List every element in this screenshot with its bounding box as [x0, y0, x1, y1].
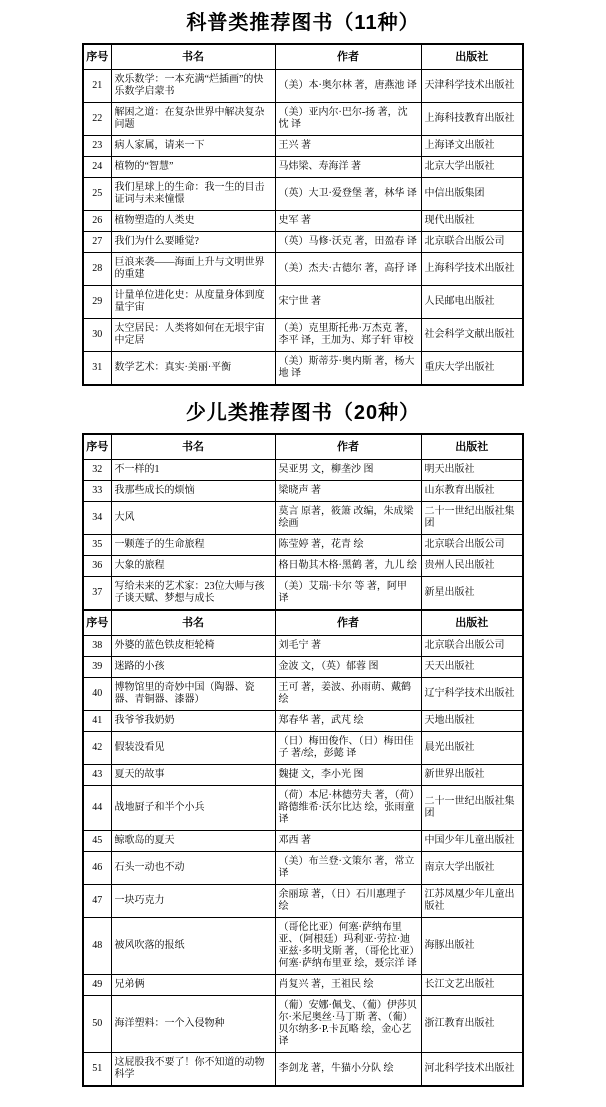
book-no-cell: 51: [83, 1053, 111, 1087]
book-publisher-cell: 上海科技教育出版社: [421, 103, 523, 136]
book-no-cell: 38: [83, 636, 111, 657]
book-publisher-cell: 新世界出版社: [421, 765, 523, 786]
book-no-cell: 47: [83, 885, 111, 918]
book-author-cell: （美）艾瑞·卡尔 等 著，阿甲 译: [275, 577, 421, 611]
book-row: [83, 232, 523, 253]
book-title-cell: 这屁股我不要了！你不知道的动物科学: [111, 1053, 275, 1087]
book-row: [83, 556, 523, 577]
book-author-cell: （英）马修·沃克 著，田盈春 译: [275, 232, 421, 253]
book-no-cell: 32: [83, 460, 111, 481]
book-no-cell: 36: [83, 556, 111, 577]
book-row: [83, 178, 523, 211]
book-title-cell: 兄弟俩: [111, 975, 275, 996]
book-row: [83, 918, 523, 975]
book-publisher-cell: 二十一世纪出版社集团: [421, 502, 523, 535]
book-row: [83, 786, 523, 831]
book-author-cell: （日）梅田俊作、（日）梅田佳子 著/绘，彭懿 译: [275, 732, 421, 765]
book-author-cell: （美）本·奥尔林 著，唐燕池 译: [275, 70, 421, 103]
book-row: [83, 678, 523, 711]
book-title-cell: 迷路的小孩: [111, 657, 275, 678]
column-header-author: 作者: [275, 434, 421, 460]
book-author-cell: 吴亚男 文，柳垄沙 图: [275, 460, 421, 481]
book-author-cell: 陈莹婷 著，花青 绘: [275, 535, 421, 556]
book-no-cell: 39: [83, 657, 111, 678]
book-author-cell: （美）亚内尔·巴尔-扬 著，沈忱 译: [275, 103, 421, 136]
book-no-cell: 48: [83, 918, 111, 975]
book-publisher-cell: 辽宁科学技术出版社: [421, 678, 523, 711]
book-row: [83, 732, 523, 765]
book-row: [83, 1053, 523, 1087]
book-author-cell: （美）克里斯托弗·万杰克 著，李平 译，王加为、郑子轩 审校: [275, 319, 421, 352]
column-header-publisher: 出版社: [421, 44, 523, 70]
book-title-cell: 大象的旅程: [111, 556, 275, 577]
science-books-title: 科普类推荐图书（11种）: [186, 12, 420, 34]
book-title-cell: 巨浪来袭——海面上升与文明世界的重建: [111, 253, 275, 286]
book-no-cell: 28: [83, 253, 111, 286]
book-publisher-cell: 浙江教育出版社: [421, 996, 523, 1053]
book-title-cell: 数学艺术：真实·美丽·平衡: [111, 352, 275, 386]
book-row: [83, 885, 523, 918]
book-publisher-cell: 长江文艺出版社: [421, 975, 523, 996]
book-author-cell: 格日勒其木格·黑鹤 著，九儿 绘: [275, 556, 421, 577]
book-title-cell: 我爷爷我奶奶: [111, 711, 275, 732]
book-title-cell: 我们星球上的生命：我一生的目击证词与未来憧憬: [111, 178, 275, 211]
children-books-section: [0, 386, 606, 1087]
column-header-title: 书名: [111, 44, 275, 70]
book-title-cell: 写给未来的艺术家：23位大师与孩子谈天赋、梦想与成长: [111, 577, 275, 611]
book-no-cell: 42: [83, 732, 111, 765]
book-publisher-cell: 南京大学出版社: [421, 852, 523, 885]
science-books-section: [0, 0, 606, 386]
book-no-cell: 25: [83, 178, 111, 211]
book-title-cell: 战地厨子和半个小兵: [111, 786, 275, 831]
book-row: [83, 136, 523, 157]
book-no-cell: 29: [83, 286, 111, 319]
book-no-cell: 44: [83, 786, 111, 831]
book-no-cell: 43: [83, 765, 111, 786]
book-row: [83, 352, 523, 386]
book-no-cell: 35: [83, 535, 111, 556]
book-publisher-cell: 江苏凤凰少年儿童出版社: [421, 885, 523, 918]
book-publisher-cell: 贵州人民出版社: [421, 556, 523, 577]
column-header-author: 作者: [275, 44, 421, 70]
book-row: [83, 211, 523, 232]
book-author-cell: 魏捷 文，李小光 图: [275, 765, 421, 786]
book-author-cell: 马炜梁、寿海洋 著: [275, 157, 421, 178]
book-no-cell: 46: [83, 852, 111, 885]
book-author-cell: 梁晓声 著: [275, 481, 421, 502]
children-books-table: [82, 433, 524, 1087]
column-header-title: 书名: [111, 434, 275, 460]
book-no-cell: 41: [83, 711, 111, 732]
book-author-cell: 莫言 原著，筱箫 改编，朱成梁 绘画: [275, 502, 421, 535]
book-title-cell: 假装没看见: [111, 732, 275, 765]
book-row: [83, 502, 523, 535]
book-publisher-cell: 社会科学文献出版社: [421, 319, 523, 352]
book-publisher-cell: 上海译文出版社: [421, 136, 523, 157]
book-row: [83, 286, 523, 319]
book-title-cell: 植物塑造的人类史: [111, 211, 275, 232]
book-author-cell: 王兴 著: [275, 136, 421, 157]
book-author-cell: （哥伦比亚）何塞·萨纳布里亚、（阿根廷）玛利亚·劳拉·迪亚兹·多明戈斯 著，（哥伦比亚）何塞·萨纳布里亚 绘，聂宗洋 译: [275, 918, 421, 975]
book-no-cell: 30: [83, 319, 111, 352]
book-author-cell: （美）杰夫·古德尔 著，高抒 译: [275, 253, 421, 286]
column-header-title: 书名: [111, 610, 275, 636]
book-title-cell: 欢乐数学：一本充满“烂插画”的快乐数学启蒙书: [111, 70, 275, 103]
book-row: [83, 481, 523, 502]
book-author-cell: 刘毛宁 著: [275, 636, 421, 657]
book-title-cell: 计量单位进化史：从度量身体到度量宇宙: [111, 286, 275, 319]
book-row: [83, 852, 523, 885]
science-books-table: [82, 43, 524, 386]
book-row: [83, 636, 523, 657]
table-header-row: [83, 434, 523, 460]
book-author-cell: （荷）本尼·林德劳夫 著，（荷）路德维希·沃尔比达 绘，张雨童 译: [275, 786, 421, 831]
book-row: [83, 253, 523, 286]
bottom-whitespace: [0, 1087, 606, 1107]
book-publisher-cell: 天津科学技术出版社: [421, 70, 523, 103]
book-no-cell: 21: [83, 70, 111, 103]
book-publisher-cell: 北京大学出版社: [421, 157, 523, 178]
book-title-cell: 植物的“智慧”: [111, 157, 275, 178]
book-publisher-cell: 北京联合出版公司: [421, 535, 523, 556]
book-publisher-cell: 海豚出版社: [421, 918, 523, 975]
book-no-cell: 50: [83, 996, 111, 1053]
book-title-cell: 大风: [111, 502, 275, 535]
book-no-cell: 24: [83, 157, 111, 178]
book-row: [83, 460, 523, 481]
book-author-cell: 金波 文，（英）郁蓉 图: [275, 657, 421, 678]
book-author-cell: 邓西 著: [275, 831, 421, 852]
book-publisher-cell: 人民邮电出版社: [421, 286, 523, 319]
table-header-row-repeat: [83, 610, 523, 636]
column-header-no: 序号: [83, 434, 111, 460]
book-title-cell: 石头一动也不动: [111, 852, 275, 885]
book-publisher-cell: 明天出版社: [421, 460, 523, 481]
children-books-title: 少儿类推荐图书（20种）: [185, 402, 421, 424]
book-no-cell: 45: [83, 831, 111, 852]
book-row: [83, 103, 523, 136]
book-publisher-cell: 中国少年儿童出版社: [421, 831, 523, 852]
book-author-cell: 王可 著，姜波、孙雨萌、戴鹤 绘: [275, 678, 421, 711]
book-publisher-cell: 北京联合出版公司: [421, 232, 523, 253]
book-author-cell: （美）斯蒂芬·奥内斯 著，杨大地 译: [275, 352, 421, 386]
book-row: [83, 70, 523, 103]
book-no-cell: 22: [83, 103, 111, 136]
book-publisher-cell: 河北科学技术出版社: [421, 1053, 523, 1087]
book-author-cell: （英）大卫·爱登堡 著，林华 译: [275, 178, 421, 211]
book-row: [83, 831, 523, 852]
book-publisher-cell: 现代出版社: [421, 211, 523, 232]
book-no-cell: 26: [83, 211, 111, 232]
book-no-cell: 27: [83, 232, 111, 253]
book-title-cell: 太空居民：人类将如何在无垠宇宙中定居: [111, 319, 275, 352]
book-title-cell: 我们为什么要睡觉?: [111, 232, 275, 253]
book-row: [83, 157, 523, 178]
book-publisher-cell: 山东教育出版社: [421, 481, 523, 502]
book-title-cell: 鲸歌岛的夏天: [111, 831, 275, 852]
book-title-cell: 被风吹落的报纸: [111, 918, 275, 975]
column-header-publisher: 出版社: [421, 610, 523, 636]
book-row: [83, 996, 523, 1053]
book-publisher-cell: 二十一世纪出版社集团: [421, 786, 523, 831]
book-publisher-cell: 新星出版社: [421, 577, 523, 611]
book-row: [83, 765, 523, 786]
book-publisher-cell: 晨光出版社: [421, 732, 523, 765]
book-title-cell: 病人家属，请来一下: [111, 136, 275, 157]
book-author-cell: 肖复兴 著，王祖民 绘: [275, 975, 421, 996]
book-author-cell: （美）布兰登·文策尔 著，常立 译: [275, 852, 421, 885]
book-author-cell: 宋宁世 著: [275, 286, 421, 319]
book-publisher-cell: 上海科学技术出版社: [421, 253, 523, 286]
book-row: [83, 577, 523, 611]
book-title-cell: 外婆的蓝色铁皮柜轮椅: [111, 636, 275, 657]
book-publisher-cell: 中信出版集团: [421, 178, 523, 211]
book-no-cell: 34: [83, 502, 111, 535]
book-row: [83, 657, 523, 678]
book-author-cell: 李剑龙 著，牛猫小分队 绘: [275, 1053, 421, 1087]
column-header-publisher: 出版社: [421, 434, 523, 460]
book-title-cell: 不一样的1: [111, 460, 275, 481]
book-publisher-cell: 天天出版社: [421, 657, 523, 678]
book-no-cell: 49: [83, 975, 111, 996]
book-author-cell: 余丽琼 著，（日）石川惠理子 绘: [275, 885, 421, 918]
book-publisher-cell: 重庆大学出版社: [421, 352, 523, 386]
column-header-author: 作者: [275, 610, 421, 636]
book-title-cell: 海洋塑料：一个入侵物种: [111, 996, 275, 1053]
book-publisher-cell: 天地出版社: [421, 711, 523, 732]
book-author-cell: 史军 著: [275, 211, 421, 232]
book-title-cell: 博物馆里的奇妙中国（陶器、瓷器、青铜器、漆器）: [111, 678, 275, 711]
book-author-cell: 郑春华 著，武芃 绘: [275, 711, 421, 732]
book-row: [83, 535, 523, 556]
book-title-cell: 夏天的故事: [111, 765, 275, 786]
book-no-cell: 31: [83, 352, 111, 386]
book-no-cell: 37: [83, 577, 111, 611]
book-row: [83, 711, 523, 732]
book-row: [83, 319, 523, 352]
book-title-cell: 我那些成长的烦恼: [111, 481, 275, 502]
book-title-cell: 一块巧克力: [111, 885, 275, 918]
book-row: [83, 975, 523, 996]
column-header-no: 序号: [83, 44, 111, 70]
book-title-cell: 解困之道：在复杂世界中解决复杂问题: [111, 103, 275, 136]
book-publisher-cell: 北京联合出版公司: [421, 636, 523, 657]
table-header-row: [83, 44, 523, 70]
book-title-cell: 一颗莲子的生命旅程: [111, 535, 275, 556]
book-author-cell: （葡）安娜·佩戈、（葡）伊莎贝尔·米尼奥丝·马丁斯 著、（葡）贝尔纳多·P.卡瓦略 绘，金心艺 译: [275, 996, 421, 1053]
book-no-cell: 40: [83, 678, 111, 711]
column-header-no: 序号: [83, 610, 111, 636]
book-no-cell: 33: [83, 481, 111, 502]
book-no-cell: 23: [83, 136, 111, 157]
